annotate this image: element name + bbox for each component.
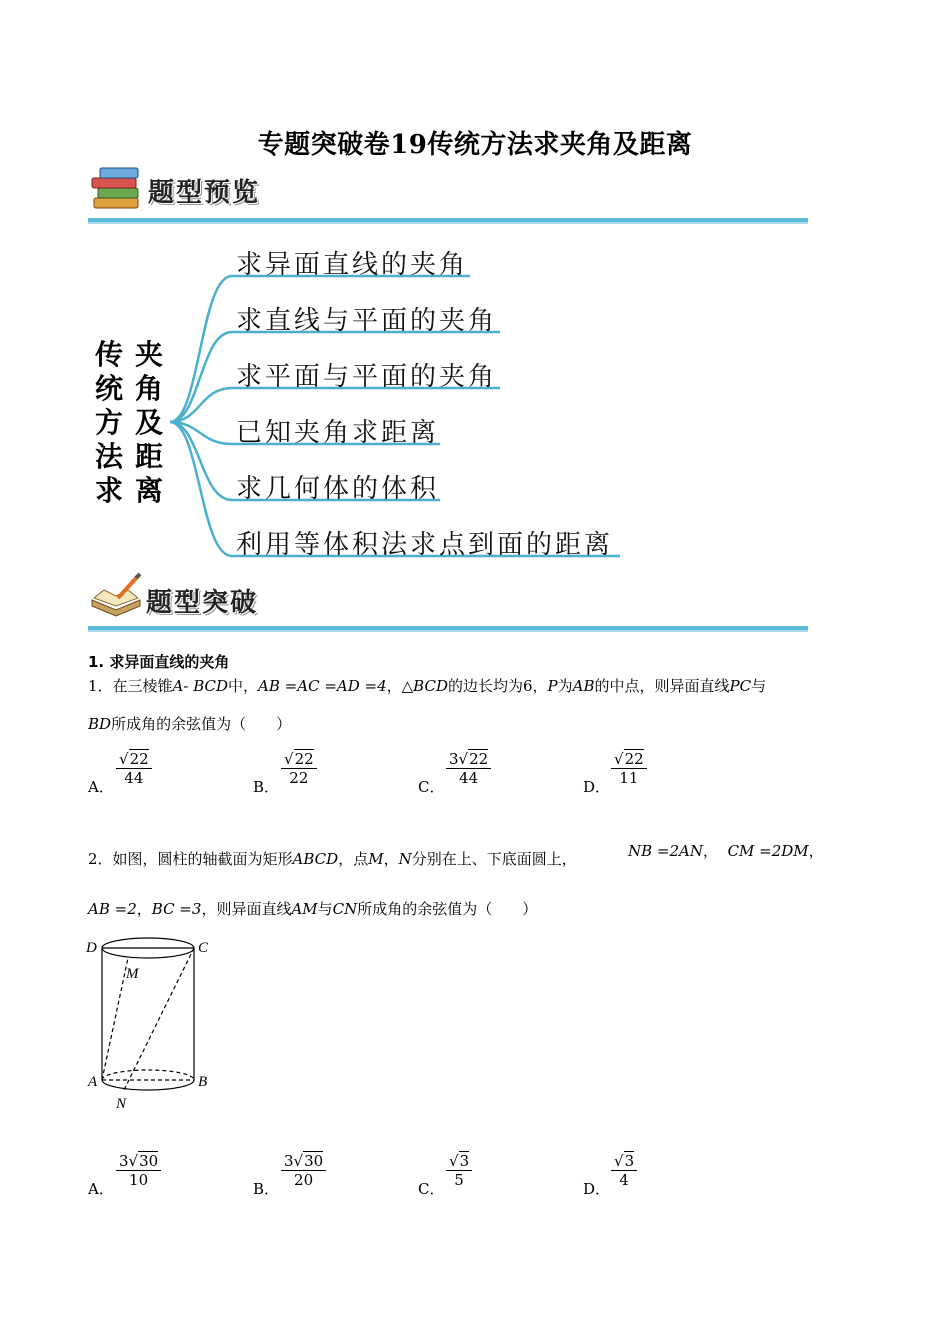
mindmap-item: 已知夹角求距离: [236, 418, 440, 448]
q2-text: ，点: [338, 850, 369, 868]
root-char: 角: [134, 372, 163, 405]
question-2-line1: [88, 848, 577, 870]
mindmap-item: 利用等体积法求点到面的距离: [236, 530, 614, 560]
root-char: 求: [94, 474, 123, 507]
radicand: 3: [459, 1152, 470, 1170]
q1-math: PC: [729, 677, 752, 695]
coef: 3: [284, 1152, 294, 1170]
vector-equation-1: NB =2AN: [628, 842, 703, 860]
coef: 3: [119, 1152, 129, 1170]
radicand: 22: [624, 750, 644, 768]
vector-equation-2: CM =2DM: [727, 842, 809, 860]
q2-vector-equations: [628, 840, 824, 862]
mindmap-item: 求异面直线的夹角: [236, 250, 469, 280]
root-char: 统: [94, 372, 123, 405]
q2-text: 2．如图，圆柱的轴截面为矩形: [88, 850, 293, 868]
denominator: 4: [619, 1171, 629, 1189]
denominator: 11: [619, 769, 639, 787]
subsection-heading: 1. 求异面直线的夹角: [88, 653, 230, 671]
q2-text: ，: [136, 900, 152, 918]
coef: 3: [449, 750, 459, 768]
mindmap-item: 求直线与平面的夹角: [236, 306, 498, 336]
radicand: 3: [624, 1152, 635, 1170]
q1-math: P: [547, 677, 558, 695]
q1-math: BCD: [413, 677, 448, 695]
root-char: 距: [134, 440, 163, 473]
q1-math: AB: [572, 677, 595, 695]
denominator: 44: [124, 769, 144, 787]
root-char: 法: [94, 440, 123, 473]
q2-math: M: [368, 850, 384, 868]
radicand: 22: [469, 750, 489, 768]
radicand: 30: [304, 1152, 324, 1170]
q2-text: ，: [808, 842, 824, 860]
label-C: C: [198, 940, 209, 956]
q2-text: 分别在上、下底面圆上，: [411, 850, 577, 868]
denominator: 44: [459, 769, 479, 787]
q1-text: ，△: [386, 677, 414, 695]
option-label: C．: [418, 1180, 445, 1198]
q1-text: 为: [557, 677, 573, 695]
cylinder-figure: [80, 930, 220, 1120]
question-1-options: A． $\frac{√22}{44}$ B． $\frac{√22}{22}$ C． $\frac{3√22}{44}$ D． $\frac{√22}{11}$: [88, 750, 788, 800]
radicand: 22: [294, 750, 314, 768]
denominator: 5: [454, 1171, 464, 1189]
root-char: 方: [94, 406, 123, 439]
question-1-line1: [88, 675, 766, 697]
root-char: 离: [134, 474, 163, 507]
q2-text: 所成角的余弦值为（ ）: [357, 900, 538, 918]
q1-text: 中，: [228, 677, 259, 695]
section-title-preview: 题型预览: [148, 178, 261, 208]
q2-math: CN: [332, 900, 358, 918]
q1-math: AB =AC =AD =4: [258, 677, 387, 695]
q2-text: ，: [383, 850, 399, 868]
open-book-pencil-icon: [88, 572, 144, 620]
q1-text: 的中点，则异面直线: [594, 677, 730, 695]
q2-math: AM: [291, 900, 318, 918]
q1-math: A- BCD: [172, 677, 229, 695]
q2-text: 与: [317, 900, 333, 918]
label-D: D: [86, 940, 97, 956]
q1-text: 所成角的余弦值为（ ）: [111, 715, 292, 733]
q2-math: BC =3: [151, 900, 202, 918]
option-label: A．: [88, 778, 114, 796]
denominator: 22: [289, 769, 309, 787]
section-title-breakthrough: 题型突破: [146, 588, 259, 618]
label-M: M: [126, 966, 139, 982]
section-divider: [88, 626, 808, 632]
section-banner-breakthrough: [88, 570, 808, 624]
option-label: B．: [253, 778, 280, 796]
q1-text: 的边长均为6，: [447, 677, 548, 695]
root-char: 传: [94, 338, 123, 371]
question-2-line2: [88, 898, 537, 920]
option-label: D．: [583, 778, 611, 796]
q2-math: AB =2: [88, 900, 137, 918]
question-1-line2: [88, 713, 291, 735]
option-label: C．: [418, 778, 445, 796]
mindmap-item: 求平面与平面的夹角: [236, 362, 498, 392]
label-B: B: [198, 1074, 208, 1090]
radicand: 30: [139, 1152, 159, 1170]
q1-text: 与: [751, 677, 767, 695]
q2-math: ABCD: [292, 850, 339, 868]
q1-math: BD: [88, 715, 112, 733]
root-char: 夹: [134, 338, 163, 371]
label-N: N: [116, 1096, 127, 1112]
denominator: 20: [294, 1171, 314, 1189]
radicand: 22: [129, 750, 149, 768]
q2-text: ，则异面直线: [201, 900, 292, 918]
page-title: 专题突破卷19传统方法求夹角及距离: [257, 130, 693, 160]
denominator: 10: [129, 1171, 149, 1189]
option-label: B．: [253, 1180, 280, 1198]
question-2-options: A． $\frac{3√30}{10}$ B． $\frac{3√30}{20}$ C． $\frac{√3}{5}$ D． $\frac{√3}{4}$: [88, 1152, 788, 1202]
option-label: D．: [583, 1180, 611, 1198]
option-label: A．: [88, 1180, 114, 1198]
label-A: A: [88, 1074, 98, 1090]
mindmap-item: 求几何体的体积: [236, 474, 440, 504]
q1-text: 1．在三棱锥: [88, 677, 173, 695]
root-char: 及: [134, 406, 163, 439]
q2-text: ，: [703, 842, 719, 860]
q2-math: N: [398, 850, 412, 868]
